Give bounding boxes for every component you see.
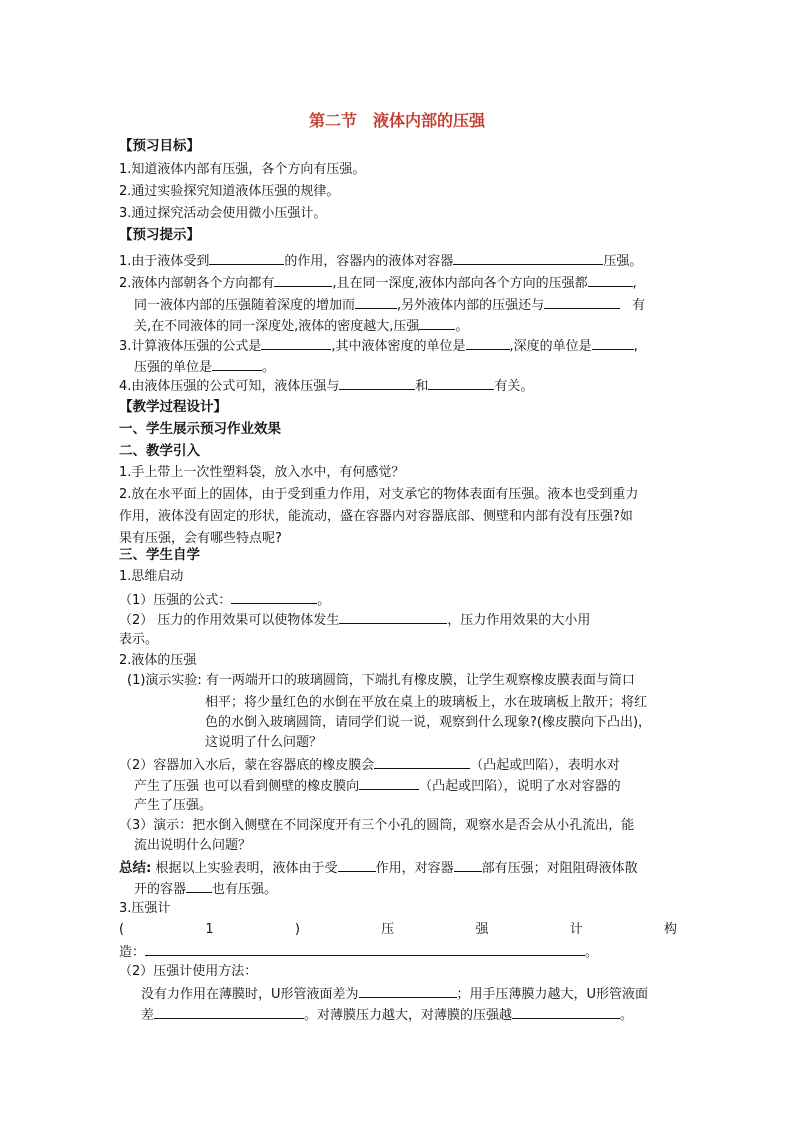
manometer-structure-line-1 <box>119 920 677 939</box>
blank <box>355 294 397 309</box>
blank <box>261 335 331 350</box>
hint-1-text-b: 的作用，容器内的液体对容器 <box>284 254 454 269</box>
pressure-effect-text: （2） 压力的作用效果可以使物体发生 <box>119 613 340 628</box>
hint-4 <box>119 375 533 396</box>
formula-question-end: 。 <box>317 593 331 608</box>
hint-2-line-2 <box>134 294 645 315</box>
hint-2-text-a: 2.液体内部朝各个方向都有 <box>119 276 275 291</box>
intro-2-line-1: 2.放在水平面上的固体，由于受到重力作用，对支承它的物体表面有压强。液本也受到重力 <box>119 487 639 502</box>
blank <box>419 315 455 330</box>
demo-2-text-c: 产生了压强 也可以看到侧壁的橡皮膜向 <box>134 779 360 794</box>
liquid-pressure-heading: 2.液体的压强 <box>119 653 197 668</box>
summary-text-d: 开的容器 <box>134 882 187 897</box>
structure-end: 。 <box>585 945 599 960</box>
hint-1-text-a: 1.由于液体受到 <box>119 254 210 269</box>
demo-1-line-2: 相平；将少量红色的水倒在平放在桌上的玻璃板上，水在玻璃板上散开；将红 <box>205 695 648 710</box>
demo-3-line-2: 流出说明什么问题？ <box>134 838 252 853</box>
hint-3-text-d: , <box>633 339 638 354</box>
hint-4-text-b: 和 <box>415 379 429 394</box>
part-2-heading: 二、教学引入 <box>119 443 200 459</box>
manometer-usage-heading: （2）压强计使用方法： <box>119 964 258 979</box>
goal-1: 1.知道液体内部有压强，各个方向有压强。 <box>119 162 366 177</box>
summary-text-e: 也有压强。 <box>212 882 278 897</box>
blank <box>428 375 494 390</box>
intro-1: 1.手上带上一次性塑料袋，放入水中，有何感觉？ <box>119 465 405 480</box>
hint-2-line-3 <box>134 315 468 336</box>
summary-text-b: 作用，对容器 <box>375 861 454 876</box>
blank <box>512 1004 620 1019</box>
hint-2-text-h: 。 <box>455 319 469 334</box>
blank <box>339 609 447 624</box>
summary-text-c: 部有压强；对阻阻碍液体散 <box>481 861 638 876</box>
pressure-effect-text-b: ，压力作用效果的大小用 <box>447 613 591 628</box>
hint-3-text-e: 压强的单位是 <box>134 360 213 375</box>
summary-label: 总结: <box>119 860 152 876</box>
hint-3-line-1 <box>119 335 638 356</box>
blank <box>588 272 633 287</box>
hint-2-text-c: , <box>632 276 637 291</box>
blank <box>453 250 603 265</box>
char: ) <box>294 922 300 937</box>
usage-text-e: 。 <box>620 1008 634 1023</box>
blank <box>209 250 284 265</box>
blank <box>339 375 415 390</box>
blank <box>454 857 482 872</box>
usage-text-c: 差 <box>141 1008 155 1023</box>
demo-1-line-3: 色的水倒入玻璃圆筒，请同学们说一说，观察到什么现象?(橡皮膜向下凸出)， <box>205 715 652 730</box>
demo-2-text-d: （凸起或凹陷），说明了水对容器的 <box>419 779 621 794</box>
part-3-heading: 三、学生自学 <box>119 547 200 563</box>
blank <box>274 272 332 287</box>
demo-3-line-1: （3）演示：把水倒入侧壁在不同深度开有三个小孔的圆筒，观察水是否会从小孔流出，能 <box>119 818 635 833</box>
blank <box>359 775 419 790</box>
intro-2-line-2: 作用，液体没有固定的形状，能流动，盛在容器内对容器底部、侧壁和内部有没有压强?如 <box>119 509 633 524</box>
goal-2: 2.通过实验探究知道液体压强的规律。 <box>119 184 340 199</box>
char: 构 <box>663 922 677 937</box>
blank <box>592 335 634 350</box>
hint-2-text-d: 同一液体内部的压强随着深度的增加而 <box>134 298 356 313</box>
summary-line-2 <box>134 878 277 899</box>
char: ( <box>119 922 125 937</box>
hint-2-text-b: ,且在同一深度,液体内部向各个方向的压强都 <box>332 276 588 291</box>
blank <box>186 878 212 893</box>
blank <box>338 857 376 872</box>
section-heading-preview-hints: 【预习提示】 <box>119 227 200 243</box>
intro-2-line-3: 果有压强，会有哪些特点呢? <box>119 531 282 546</box>
hint-3-text-c: ,深度的单位是 <box>509 339 592 354</box>
formula-question-text: （1）压强的公式： <box>119 593 232 608</box>
blank <box>466 335 510 350</box>
blank <box>374 754 470 769</box>
hint-1 <box>119 250 642 271</box>
blank <box>145 941 585 956</box>
char: 压 <box>381 922 395 937</box>
hint-3-text-f: 。 <box>262 360 276 375</box>
hint-3-text-a: 3.计算液体压强的公式是 <box>119 339 262 354</box>
demo-2-line-2 <box>134 775 621 796</box>
usage-text-d: 。对薄膜压力越大，对薄膜的压强越 <box>304 1008 513 1023</box>
char: 计 <box>569 922 583 937</box>
blank <box>544 294 620 309</box>
section-heading-teaching-process: 【教学过程设计】 <box>119 399 227 415</box>
blank <box>231 589 317 604</box>
goal-3: 3.通过探究活动会使用微小压强计。 <box>119 206 327 221</box>
hint-3-text-b: ,其中液体密度的单位是 <box>331 339 466 354</box>
blank <box>212 356 262 371</box>
structure-text: 造： <box>119 945 146 960</box>
demo-2-text-a: （2）容器加入水后，蒙在容器底的橡皮膜会 <box>119 758 375 773</box>
demo-1-line-1: (1)演示实验: 有一两端开口的玻璃圆筒，下端扎有橡皮膜，让学生观察橡皮膜表面与筒口 <box>127 673 635 688</box>
demo-2-line-1 <box>119 754 620 775</box>
manometer-heading: 3.压强计 <box>119 901 171 916</box>
pressure-effect-line-2: 表示。 <box>119 632 159 647</box>
pressure-effect-question <box>119 609 590 630</box>
usage-line-1 <box>141 983 648 1004</box>
usage-text-b: ；用手压薄膜力越大，U形管液面 <box>456 987 649 1002</box>
section-heading-preview-goals: 【预习目标】 <box>119 138 200 154</box>
thinking-start: 1.思维启动 <box>119 569 184 584</box>
page-title: 第二节 液体内部的压强 <box>308 111 485 130</box>
hint-2-text-g: 关,在不同液体的同一深度处,液体的密度越大,压强 <box>134 319 420 334</box>
hint-3-line-2 <box>134 356 275 377</box>
demo-1-line-4: 这说明了什么问题？ <box>205 735 323 750</box>
blank <box>154 1004 304 1019</box>
blank <box>359 983 457 998</box>
usage-line-2 <box>141 1004 633 1025</box>
formula-question <box>119 589 330 610</box>
part-1-heading: 一、学生展示预习作业效果 <box>119 421 281 437</box>
manometer-structure-line-2 <box>119 941 598 962</box>
hint-4-text-a: 4.由液体压强的公式可知，液体压强与 <box>119 379 340 394</box>
hint-2-line-1 <box>119 272 637 293</box>
hint-2-text-e: ,另外液体内部的压强还与 <box>397 298 545 313</box>
char: 1 <box>205 922 214 937</box>
usage-text-a: 没有力作用在薄膜时，U形管液面差为 <box>141 987 359 1002</box>
hint-1-text-c: 压强。 <box>603 254 643 269</box>
summary-line-1 <box>119 857 638 878</box>
summary-text-a: 根据以上实验表明，液体由于受 <box>155 861 338 876</box>
demo-2-line-3: 产生了压强。 <box>134 798 213 813</box>
hint-2-text-f: 有 <box>632 298 646 313</box>
demo-2-text-b: （凸起或凹陷），表明水对 <box>470 758 620 773</box>
char: 强 <box>475 922 489 937</box>
hint-4-text-c: 有关。 <box>494 379 534 394</box>
